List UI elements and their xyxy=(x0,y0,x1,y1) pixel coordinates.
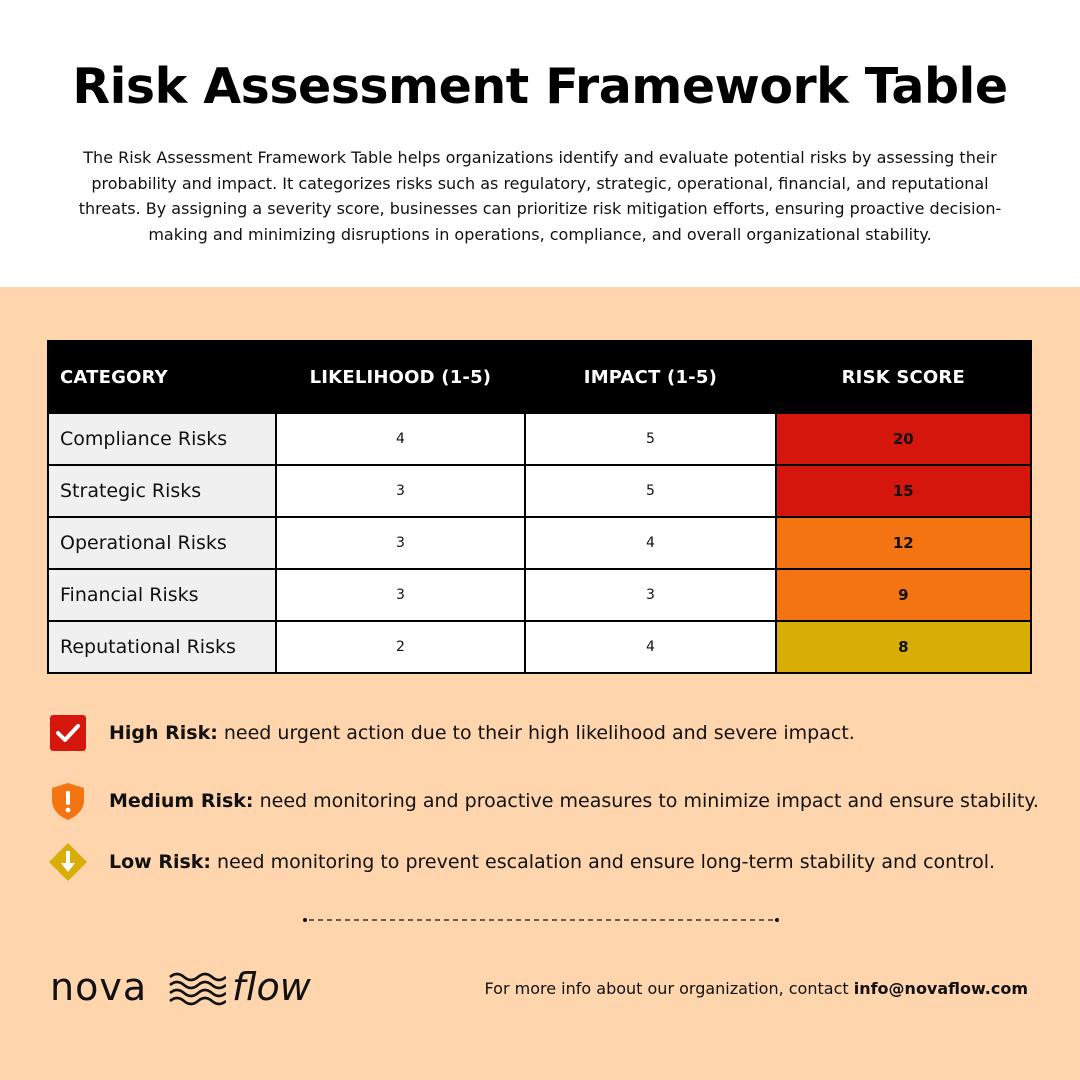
check-square-icon xyxy=(48,713,88,753)
column-header-category: CATEGORY xyxy=(48,341,276,413)
shield-exclamation-icon xyxy=(48,781,88,821)
legend-item-medium-risk xyxy=(48,781,1048,821)
risk-table xyxy=(47,340,1032,674)
contact-info xyxy=(485,979,1028,998)
intro-paragraph: The Risk Assessment Framework Table helps organizations identify and evaluate potential risks by assessing their probability and impact. It categorizes risks such as regulatory, strategic, operational, financial, and reputational threats. By assigning a severity score, businesses can prioritize risk mitigation efforts, ensuring proactive decision-making and minimizing disruptions in operations, compliance, and overall organizational stability. xyxy=(78,148,1002,244)
contact-text: For more info about our organization, contact xyxy=(484,979,854,998)
legend-description: need urgent action due to their high likelihood and severe impact. xyxy=(217,722,855,744)
contact-email[interactable]: info@novaflow.com xyxy=(853,979,1028,998)
table-row xyxy=(48,465,1031,517)
category-cell: Operational Risks xyxy=(48,517,276,569)
risk-score-cell: 15 xyxy=(776,465,1031,517)
table-row xyxy=(48,569,1031,621)
likelihood-cell: 2 xyxy=(276,621,526,673)
legend-item-low-risk xyxy=(48,842,1048,882)
category-cell: Reputational Risks xyxy=(48,621,276,673)
column-header-impact: IMPACT (1-5) xyxy=(525,341,775,413)
table-row xyxy=(48,413,1031,465)
legend-description: need monitoring and proactive measures to minimize impact and ensure stability. xyxy=(253,790,1039,812)
likelihood-cell: 3 xyxy=(276,465,526,517)
impact-cell: 5 xyxy=(525,413,775,465)
legend-description: need monitoring to prevent escalation and ensure long-term stability and control. xyxy=(211,851,996,873)
diamond-down-arrow-icon xyxy=(48,842,88,882)
column-header-risk-score: RISK SCORE xyxy=(776,341,1031,413)
likelihood-cell: 3 xyxy=(276,569,526,621)
impact-cell: 4 xyxy=(525,517,775,569)
legend-item-high-risk xyxy=(48,713,1048,753)
risk-score-cell: 20 xyxy=(776,413,1031,465)
dashed-divider xyxy=(303,918,779,922)
page-title: Risk Assessment Framework Table xyxy=(72,58,1008,115)
column-header-likelihood: LIKELIHOOD (1-5) xyxy=(276,341,526,413)
impact-cell: 4 xyxy=(525,621,775,673)
logo-text-flow: flow xyxy=(232,965,311,1009)
impact-cell: 3 xyxy=(525,569,775,621)
table-row xyxy=(48,517,1031,569)
risk-score-cell: 9 xyxy=(776,569,1031,621)
legend-label: Low Risk: xyxy=(109,851,212,873)
likelihood-cell: 4 xyxy=(276,413,526,465)
table-header-row xyxy=(48,341,1031,413)
impact-cell: 5 xyxy=(525,465,775,517)
risk-score-cell: 12 xyxy=(776,517,1031,569)
legend-label: Medium Risk: xyxy=(109,790,254,812)
category-cell: Compliance Risks xyxy=(48,413,276,465)
logo-text-nova: nova xyxy=(50,965,148,1009)
category-cell: Strategic Risks xyxy=(48,465,276,517)
likelihood-cell: 3 xyxy=(276,517,526,569)
waves-icon xyxy=(168,971,226,1007)
category-cell: Financial Risks xyxy=(48,569,276,621)
header-section xyxy=(0,0,1080,287)
table-row xyxy=(48,621,1031,673)
legend-label: High Risk: xyxy=(109,722,218,744)
novaflow-logo xyxy=(50,965,330,1015)
risk-score-cell: 8 xyxy=(776,621,1031,673)
